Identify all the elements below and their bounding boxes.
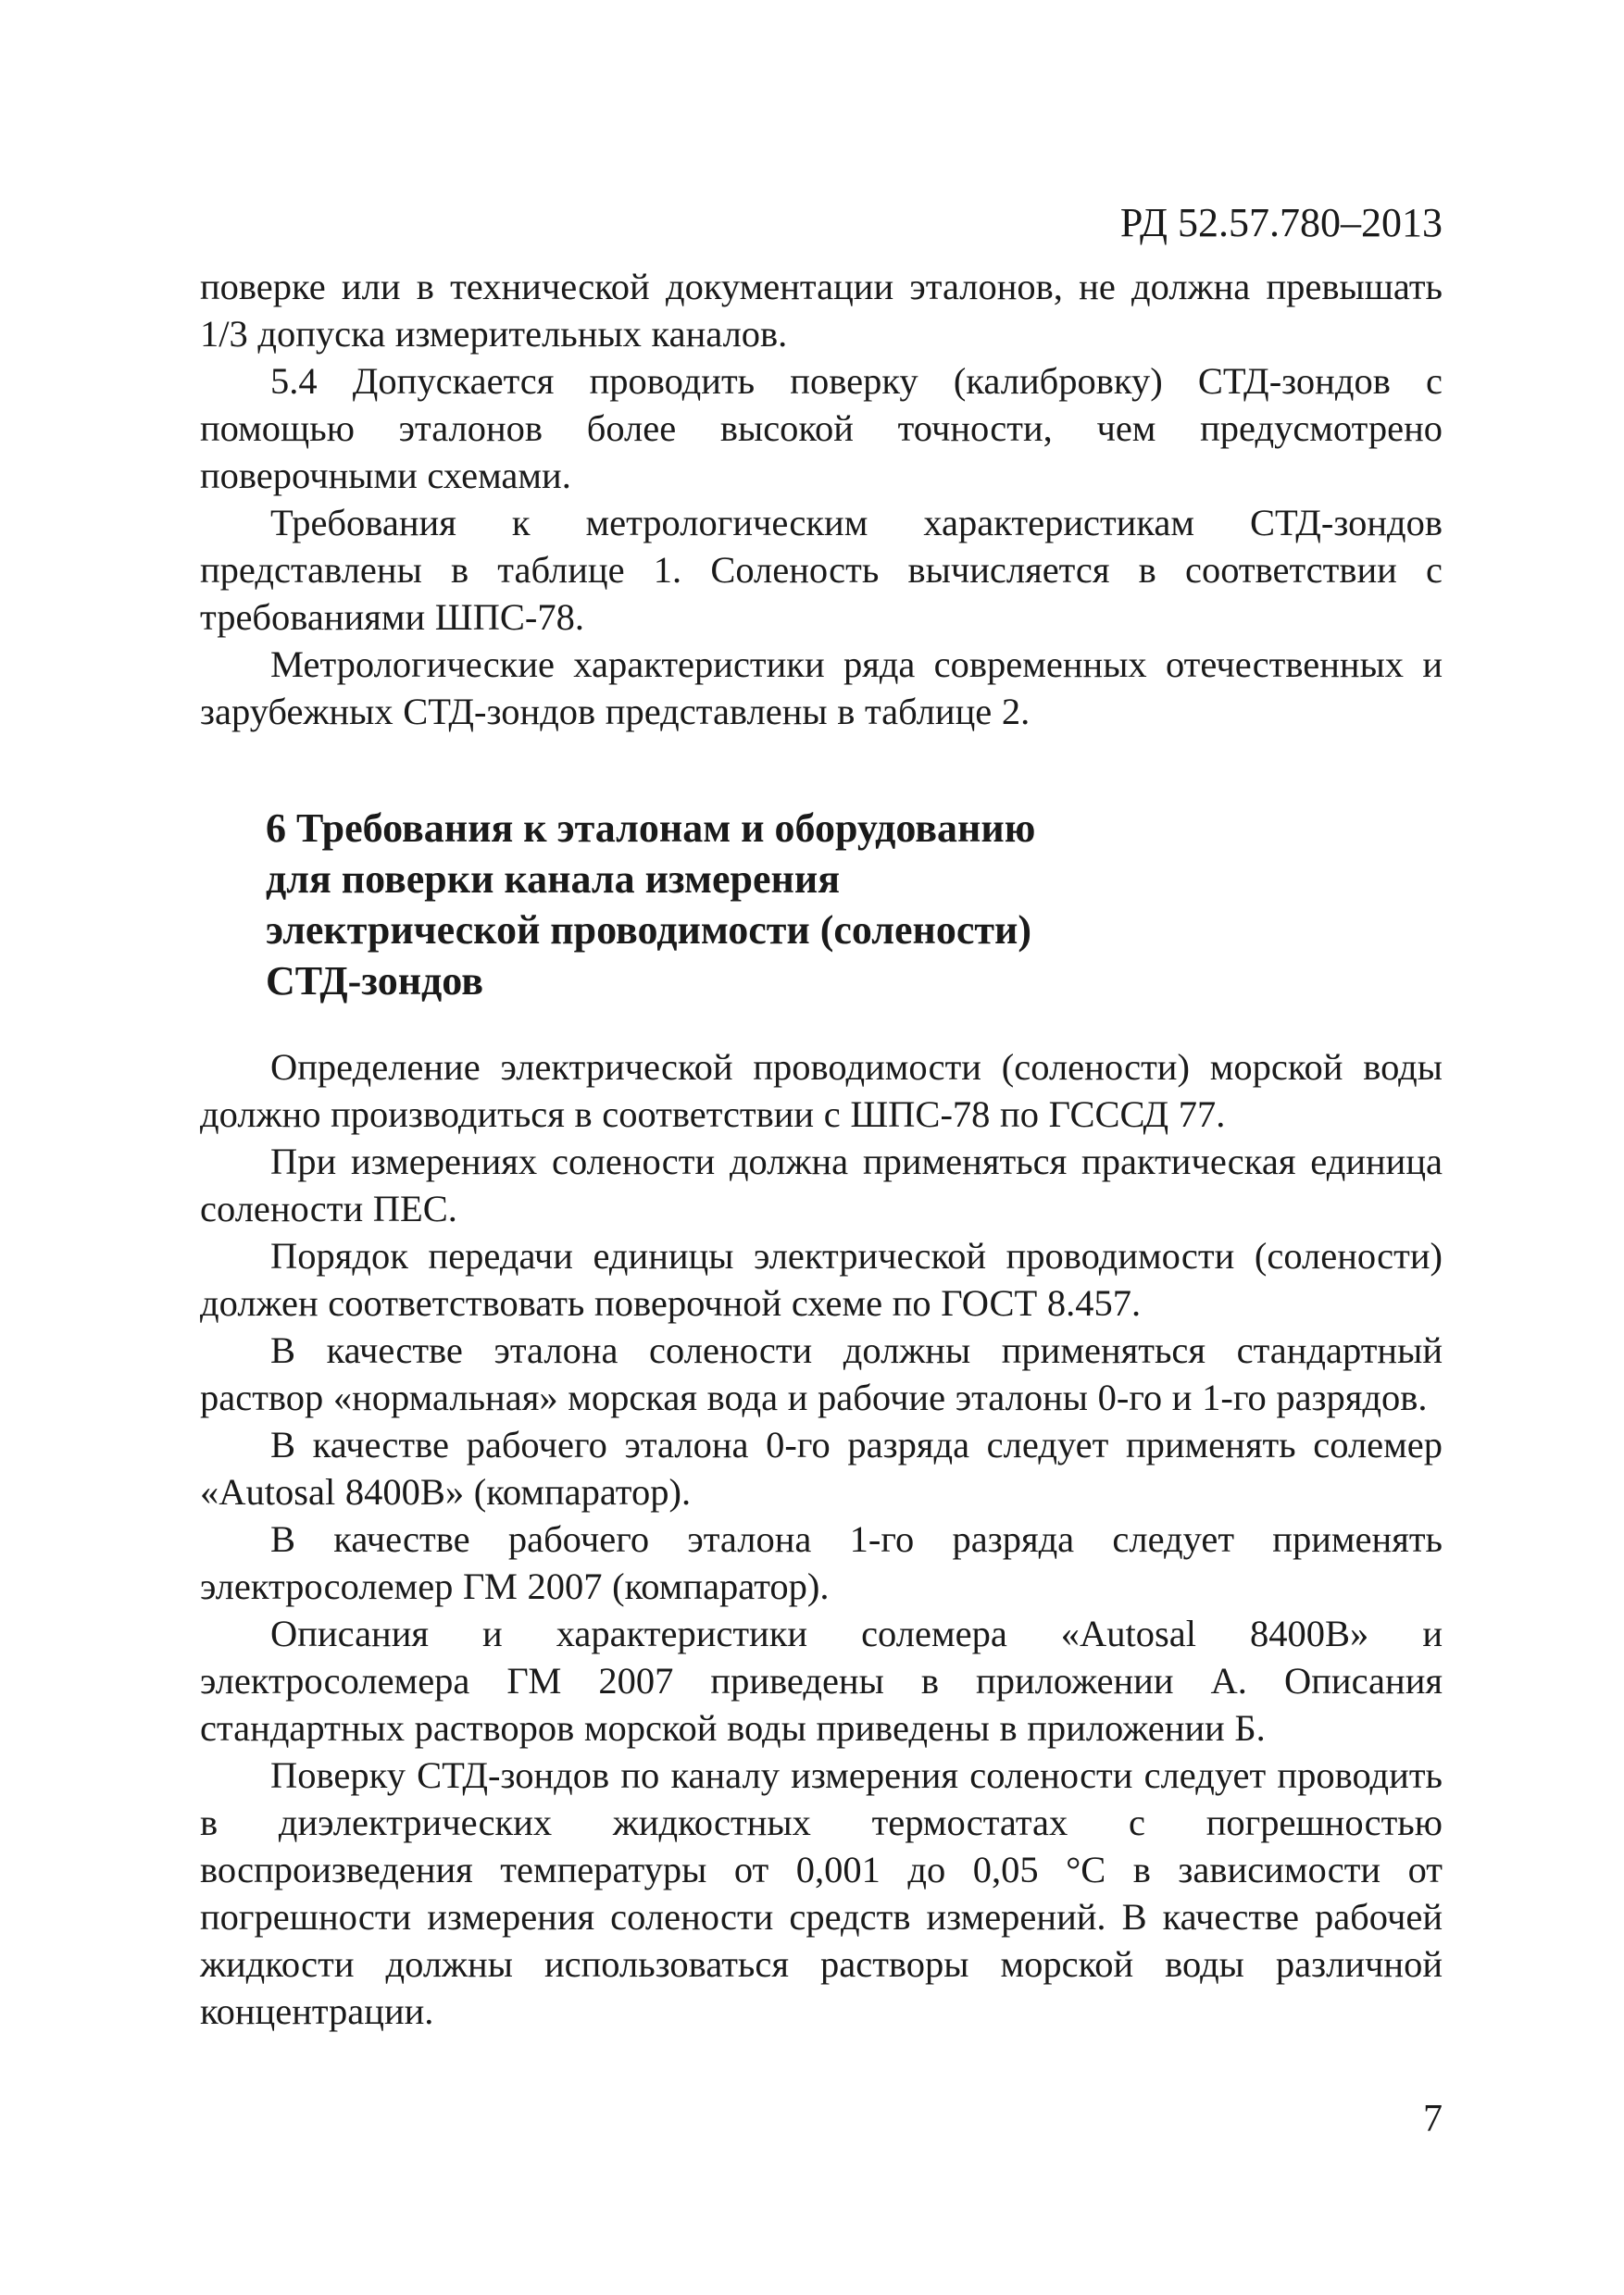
paragraph-characteristics: Метрологические характеристики ряда современных отечественных и зарубежных СТД-зондов представлены в таблице 2. — [200, 643, 1443, 732]
section-6-heading-line-4: СТД-зондов — [266, 958, 483, 1004]
section-6-heading-line-3: электрической проводимости (солености) — [266, 907, 1032, 953]
section-6-heading — [266, 803, 1284, 1006]
section-6-paragraph-7: Описания и характеристики солемера «Autosal 8400B» и электросолемера ГМ 2007 приведены в приложении А. Описания стандартных растворов морской воды приведены в приложении Б. — [200, 1613, 1443, 1749]
section-6-paragraph-1: Определение электрической проводимости (солености) морской воды должно производиться в соответствии с ШПС-78 по ГСССД 77. — [200, 1046, 1443, 1135]
paragraph-continuation: поверке или в технической документации эталонов, не должна превышать 1/3 допуска измерительных каналов. — [200, 266, 1443, 355]
document-code: РД 52.57.780–2013 — [1119, 200, 1443, 245]
section-6-paragraph-2: При измерениях солености должна применяться практическая единица солености ПЕС. — [200, 1141, 1443, 1229]
paragraph-clause-5-4: 5.4 Допускается проводить поверку (калибровку) СТД-зондов с помощью эталонов более высокой точности, чем предусмотрено поверочными схемами. — [200, 360, 1443, 496]
section-6-paragraph-4: В качестве эталона солености должны применяться стандартный раствор «нормальная» морская вода и рабочие эталоны 0-го и 1-го разрядов. — [200, 1329, 1443, 1418]
section-6-paragraph-6: В качестве рабочего эталона 1-го разряда следует применять электросолемер ГМ 2007 (компаратор). — [200, 1518, 1443, 1607]
section-6-heading-line-1: 6 Требования к эталонам и оборудованию — [266, 805, 1036, 851]
paragraph-requirements: Требования к метрологическим характеристикам СТД-зондов представлены в таблице 1. Соленость вычисляется в соответствии с требованиями ШПС-78. — [200, 502, 1443, 638]
section-6-paragraph-8: Поверку СТД-зондов по каналу измерения солености следует проводить в диэлектрических жидкостных термостатах с погрешностью воспроизведения температуры от 0,001 до 0,05 °С в зависимости от погрешности измерения солености средств измерений. В качестве рабочей жидкости должны использоваться растворы морской воды различной концентрации. — [200, 1754, 1443, 2032]
section-6-paragraph-3: Порядок передачи единицы электрической проводимости (солености) должен соответствовать поверочной схеме по ГОСТ 8.457. — [200, 1235, 1443, 1324]
page-content — [200, 263, 1443, 2035]
section-6-paragraph-5: В качестве рабочего эталона 0-го разряда следует применять солемер «Autosal 8400B» (компаратор). — [200, 1424, 1443, 1513]
section-6-heading-line-2: для поверки канала измерения — [266, 856, 840, 902]
page-number: 7 — [1423, 2098, 1443, 2140]
